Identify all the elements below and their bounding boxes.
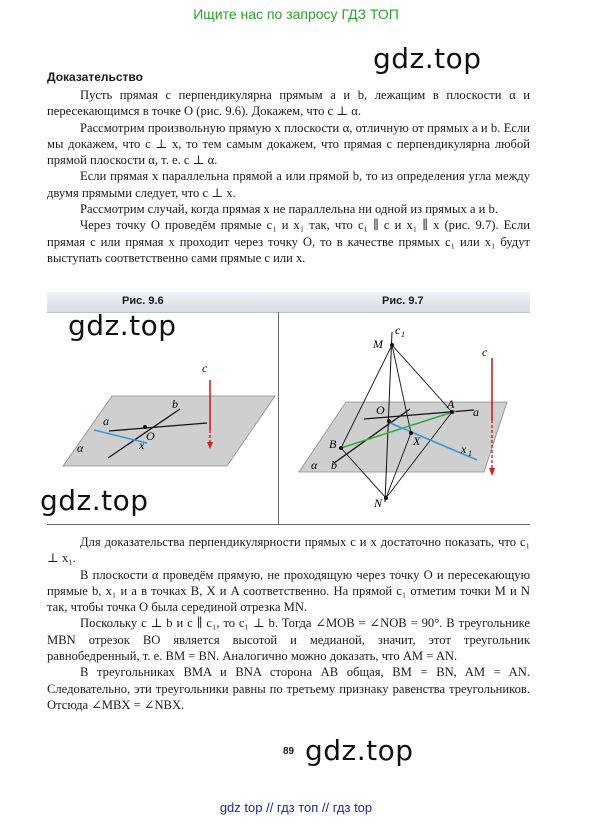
- paragraph: Через точку O проведём прямые c₁ и x₁ так, что c₁ ∥ c и x₁ ∥ x (рис. 9.7). Если прямая c или прямая x проходит через точку O, то в качестве прямых c₁ или x₁ будут выступать соответственно сами прямые c или x.: [47, 218, 530, 265]
- label-b-point: B: [329, 437, 337, 451]
- paragraph: Рассмотрим произвольную прямую x плоскости α, отличную от прямых a и b. Если мы докажем, что c ⊥ x, то тем самым докажем, что прямая c перпендикулярна любой прямой плоскости α, т. е. c ⊥ α.: [47, 120, 530, 168]
- paragraph: Пусть прямая c перпендикулярна прямым a и b, лежащим в плоскости α и пересекающимся в точке O (рис. 9.6). Докажем, что c ⊥ α.: [47, 88, 530, 119]
- paragraph: В плоскости α проведём прямую, не проходящую через точку O и пересекающую прямые b, x₁ и a в точках B, X и A соответственно. На прямой c₁ отметим точки M и N так, чтобы точка O была серединой отрезка MN.: [47, 567, 530, 615]
- label-a-line: a: [473, 405, 479, 419]
- label-b: b: [172, 397, 178, 411]
- search-banner: Ищите нас по запросу ГДЗ ТОП: [193, 6, 399, 22]
- label-b-line: b: [331, 458, 337, 472]
- label-o: O: [376, 403, 385, 417]
- label-x1: x: [461, 442, 467, 456]
- paragraph: Если прямая x параллельна прямой a или прямой b, то из определения угла между двумя прямыми следует, что c ⊥ x.: [47, 169, 530, 200]
- label-x1-sub: 1: [468, 449, 472, 458]
- watermark: gdz.top: [373, 42, 482, 75]
- label-c1: c: [395, 323, 401, 337]
- figure-9-6: [47, 312, 278, 524]
- proof-text-bottom: [47, 534, 530, 713]
- label-m: M: [373, 337, 383, 351]
- page-number: 89: [283, 746, 295, 757]
- paragraph: Рассмотрим случай, когда прямая x не параллельна ни одной из прямых a и b.: [80, 202, 498, 217]
- figure-bottom-rule: [47, 524, 530, 525]
- label-x-point: X: [413, 434, 421, 448]
- label-n: N: [374, 496, 383, 510]
- label-a: a: [103, 414, 109, 428]
- label-x: x: [139, 438, 145, 452]
- label-alpha: α: [311, 458, 318, 472]
- watermark: gdz.top: [68, 309, 177, 342]
- point-n: [384, 496, 388, 500]
- label-o: O: [146, 429, 155, 443]
- label-c: c: [482, 345, 488, 359]
- label-c: c: [202, 361, 208, 375]
- figure-9-7-title: Рис. 9.7: [382, 295, 424, 307]
- plane-alpha: [63, 396, 275, 466]
- watermark: gdz.top: [305, 734, 414, 767]
- proof-heading: Доказательство: [47, 70, 143, 84]
- paragraph: Поскольку c ⊥ b и c ∥ c₁, то c₁ ⊥ b. Тогда ∠MOB = ∠NOB = 90°. В треугольнике MBN отрезок BO является высотой и медианой, значит, этот треугольник равнобедренный, т. е. BM = BN. Аналогично можно доказать, что AM = AN.: [47, 616, 530, 664]
- label-a-point: A: [447, 397, 455, 411]
- figure-9-7: [279, 312, 530, 524]
- footer-links[interactable]: gdz top // гдз топ // гдз top: [219, 800, 373, 815]
- proof-text-top: [47, 87, 530, 266]
- label-alpha: α: [77, 441, 84, 455]
- arrow-head: [489, 468, 495, 476]
- point-b: [339, 446, 343, 450]
- paragraph: Для доказательства перпендикулярности прямых c и x достаточно показать, что c₁ ⊥ x₁.: [47, 535, 530, 566]
- point-o: [387, 419, 391, 423]
- label-c1-sub: 1: [401, 330, 405, 339]
- figure-9-6-title: Рис. 9.6: [122, 295, 164, 307]
- paragraph: В треугольниках BMA и BNA сторона AB общая, BM = BN, AM = AN. Следовательно, эти треугольники равны по третьему признаку равенства треугольников. Отсюда ∠MBX = ∠NBX.: [47, 665, 530, 712]
- point-m: [390, 343, 394, 347]
- watermark: gdz.top: [40, 484, 149, 517]
